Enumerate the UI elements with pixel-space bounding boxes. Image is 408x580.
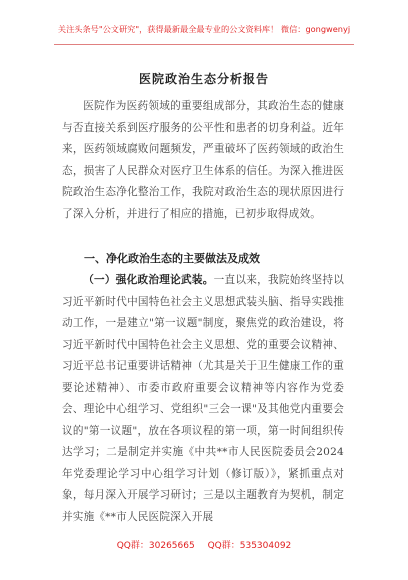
intro-paragraph: 医院作为医药领域的重要组成部分，其政治生态的健康与否直接关系到医疗服务的公平性和患者的切身利益。近年来，医药领域腐败问题频发，严重破坏了医药领域的政治生态，损害了人民群众对医疗卫生体系的信任。为深入推进医院政治生态净化整治工作，我院对政治生态的现状原因进行了深入分析，并进行了相应的措施，已初步取得成效。	[62, 100, 344, 220]
header-banner: 关注头条号"公文研究"，获得最新最全最专业的公文资料库！ 微信：gongwenyj	[57, 24, 351, 34]
subsection-heading: （一）强化政治理论武装。	[83, 274, 214, 286]
subsection-paragraph	[62, 270, 344, 528]
subsection-body: 一直以来，我院始终坚持以习近平新时代中国特色社会主义思想武装头脑、指导实践推动工作，一是建立"第一议题"制度，聚焦党的政治建设，将习近平新时代中国特色社会主义思想、党的重要会议精神、习近平总书记重要讲话精神（尤其是关于卫生健康工作的重要论述精神）、市委市政府重要会议精神等内容作为党委会、理论中心组学习、党组织"三会一课"及其他党内重要会议的"第一议题"，放在各项议程的第一项，第一时间组织传达学习；二是制定并实施《中共**市人民医院委员会2024年党委理论学习中心组学习计划（修订版）》，紧抓重点对象，每月深入开展学习研讨；三是以主题教育为契机，制定并实施《**市人民医院深入开展	[62, 274, 344, 523]
section-heading: 一、净化政治生态的主要做法及成效	[84, 252, 260, 265]
footer-qq-1: QQ群：30265665	[116, 541, 195, 551]
footer-qq-2: QQ群：535304092	[207, 541, 292, 551]
header-divider	[54, 44, 354, 45]
document-title: 医院政治生态分析报告	[138, 72, 269, 86]
footer	[0, 538, 408, 551]
